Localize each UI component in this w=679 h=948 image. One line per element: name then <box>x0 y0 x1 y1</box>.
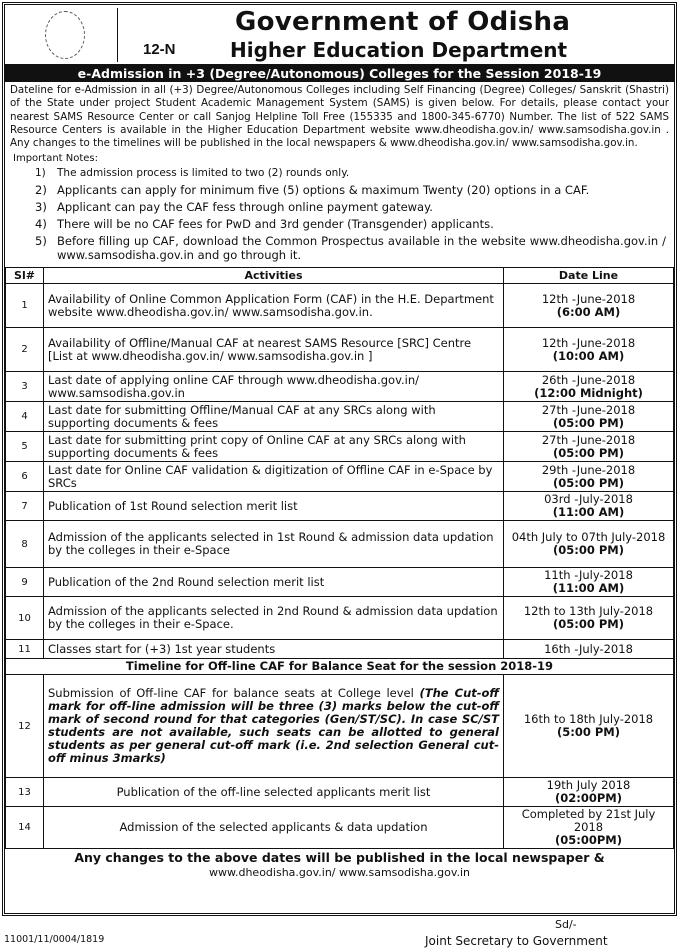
note-item <box>35 200 666 214</box>
time: (12:00 Midnight) <box>534 385 643 400</box>
date: 03rd -July-2018 <box>544 492 633 507</box>
date: 19th July 2018 <box>546 778 631 793</box>
note-text: The admission process is limited to two (2) rounds only. <box>57 167 350 180</box>
activity: Publication of the off-line selected applicants merit list <box>116 784 431 799</box>
table-row <box>6 284 674 328</box>
note-number: 3) <box>35 200 47 215</box>
note-text: Applicants can apply for minimum five (5) options & maximum Twenty (20) options in a CAF. <box>57 183 590 198</box>
col-activities: Activities <box>44 268 504 284</box>
table-row <box>6 462 674 492</box>
row-activity <box>44 807 504 849</box>
notes <box>5 152 674 267</box>
note-item <box>35 183 666 197</box>
date: 27th -June-2018 <box>541 402 636 417</box>
note-number: 1) <box>35 167 46 180</box>
row-number: 5 <box>6 432 44 462</box>
row-date <box>504 492 674 521</box>
row-date <box>504 432 674 462</box>
row-date <box>504 675 674 778</box>
table-row <box>6 432 674 462</box>
footer-line2: www.dheodisha.gov.in/ www.samsodisha.gov.in <box>209 866 470 880</box>
row-activity: Availability of Offline/Manual CAF at nearest SAMS Resource [SRC] Centre [List at www.dheodisha.gov.in/ www.samsodisha.gov.in ] <box>44 328 504 372</box>
section-title: Timeline for Off-line CAF for Balance Seat for the session 2018-19 <box>6 659 674 675</box>
note-item <box>35 166 666 180</box>
banner: e-Admission in +3 (Degree/Autonomous) Colleges for the Session 2018-19 <box>5 65 674 82</box>
time: (05:00 PM) <box>553 617 624 632</box>
time: (05:00 PM) <box>553 543 624 558</box>
table-row <box>6 640 674 659</box>
cutoff-note: (The Cut-off mark for off-line admission will be three (3) marks below the cut-off mark of second round for that categories (Gen/ST/SC). In case SC/ST students are not available, such seats can be allotted to general students as per general cut-off mark (i.e. 2nd selection General cut-off minus 3marks) <box>48 686 499 766</box>
row-number: 7 <box>6 492 44 521</box>
row-date <box>504 328 674 372</box>
schedule-table <box>5 267 674 849</box>
row-activity: Publication of the 2nd Round selection merit list <box>44 568 504 597</box>
table-row <box>6 492 674 521</box>
row-activity: Availability of Online Common Application Form (CAF) in the H.E. Department website www.dheodisha.gov.in/ www.samsodisha.gov.in. <box>44 284 504 328</box>
time: (11:00 AM) <box>552 581 625 596</box>
row-activity: Admission of the applicants selected in 1st Round & admission data updation by the colleges in their e-Space <box>44 521 504 568</box>
row-activity: Last date of applying online CAF through www.dheodisha.gov.in/ www.samsodisha.gov.in <box>44 372 504 402</box>
row-number: 10 <box>6 597 44 640</box>
row-number: 2 <box>6 328 44 372</box>
table-row <box>6 597 674 640</box>
section-header <box>6 659 674 675</box>
time: (05:00 PM) <box>553 475 624 490</box>
col-sl: Sl# <box>6 268 44 284</box>
time: (05:00 PM) <box>553 415 624 430</box>
row-number: 14 <box>6 807 44 849</box>
date: 16th to 18th July-2018 <box>523 712 654 727</box>
footer-note <box>5 849 674 881</box>
table-row <box>6 402 674 432</box>
reference-number: 11001/11/0004/1819 <box>4 934 105 945</box>
emblem-icon <box>13 8 118 62</box>
header <box>5 5 674 65</box>
time: (11:00 AM) <box>552 505 625 520</box>
note-number: 5) <box>35 234 47 249</box>
sd: Sd/- <box>555 918 577 931</box>
date: 11th -July-2018 <box>544 568 633 583</box>
row-number: 11 <box>6 640 44 659</box>
table-row <box>6 568 674 597</box>
activity: Admission of the selected applicants & data updation <box>119 820 428 835</box>
time: (6:00 AM) <box>556 304 621 319</box>
intro-text: Dateline for e-Admission in all (+3) Degree/Autonomous Colleges including Self Financing (Degree) Colleges/ Sanskrit (Shastri) of the State under project Student Academic Management System (SAMS) is given below. For details, please contact your nearest SAMS Resource Center or call Sanjog Helpline Toll Free (155335 and 1800-345-6770) Number. The list of 522 SAMS Resource Centers is available in the Higher Education Department website www.dheodisha.gov.in/ www.samsodisha.gov.in . Any changes to the timelines will be published in the local newspapers & www.dheodisha.gov.in/ www.samsodisha.gov.in. <box>10 84 669 150</box>
row-date <box>504 778 674 807</box>
date: 16th -July-2018 <box>544 641 633 656</box>
row-date <box>504 568 674 597</box>
row-number: 3 <box>6 372 44 402</box>
row-activity: Last date for submitting print copy of Online CAF at any SRCs along with supporting documents & fees <box>44 432 504 462</box>
date: Completed by 21st July 2018 <box>521 807 656 835</box>
ad-code: 12-N <box>143 41 176 58</box>
date: 12th to 13th July-2018 <box>523 604 654 619</box>
row-date <box>504 640 674 659</box>
department: Higher Education Department <box>230 38 568 62</box>
row-activity: Admission of the applicants selected in 2nd Round & admission data updation by the colleges in their e-Space. <box>44 597 504 640</box>
row-date <box>504 521 674 568</box>
row-number: 8 <box>6 521 44 568</box>
row-number: 4 <box>6 402 44 432</box>
row-activity: Last date for submitting Offline/Manual CAF at any SRCs along with supporting documents & fees <box>44 402 504 432</box>
row-date <box>504 597 674 640</box>
row-activity: Classes start for (+3) 1st year students <box>44 640 504 659</box>
col-date: Date Line <box>504 268 674 284</box>
row-number: 12 <box>6 675 44 778</box>
note-item <box>35 234 666 262</box>
row-date <box>504 807 674 849</box>
activity: Submission of Off-line CAF for balance seats at College level <box>48 686 414 701</box>
table-row <box>6 778 674 807</box>
date: 12th -June-2018 <box>541 335 636 350</box>
table-row <box>6 372 674 402</box>
row-date <box>504 402 674 432</box>
row-date <box>504 462 674 492</box>
date: 29th -June-2018 <box>541 462 636 477</box>
signoff <box>0 918 679 948</box>
date: 12th -June-2018 <box>541 291 636 306</box>
row-number: 1 <box>6 284 44 328</box>
note-number: 2) <box>35 183 47 198</box>
row-activity <box>44 778 504 807</box>
time: (05:00PM) <box>555 833 622 848</box>
table-row <box>6 675 674 778</box>
advertisement <box>2 2 677 916</box>
note-text: Applicant can pay the CAF fess through online payment gateway. <box>57 200 433 215</box>
time: (02:00PM) <box>555 791 622 806</box>
footer-line1: Any changes to the above dates will be published in the local newspaper & <box>74 850 605 866</box>
note-item <box>35 217 666 231</box>
time: (10:00 AM) <box>552 348 625 363</box>
row-date <box>504 372 674 402</box>
note-text: Before filling up CAF, download the Common Prospectus available in the website www.dheodisha.gov.in / www.samsodisha.gov.in and go through it. <box>57 234 666 263</box>
row-number: 9 <box>6 568 44 597</box>
table-row <box>6 521 674 568</box>
note-text: There will be no CAF fees for PwD and 3rd gender (Transgender) applicants. <box>57 217 494 232</box>
time: (5:00 PM) <box>557 725 620 740</box>
row-activity <box>44 675 504 778</box>
time: (05:00 PM) <box>553 445 624 460</box>
notes-title: Important Notes: <box>13 153 99 165</box>
table-row <box>6 807 674 849</box>
row-activity: Publication of 1st Round selection merit list <box>44 492 504 521</box>
designation: Joint Secretary to Government <box>425 934 608 948</box>
row-activity: Last date for Online CAF validation & digitization of Offline CAF in e-Space by SRCs <box>44 462 504 492</box>
row-date <box>504 284 674 328</box>
date: 04th July to 07th July-2018 <box>511 530 666 545</box>
table-row <box>6 328 674 372</box>
note-number: 4) <box>35 217 47 232</box>
row-number: 6 <box>6 462 44 492</box>
row-number: 13 <box>6 778 44 807</box>
title: Government of Odisha <box>235 7 571 37</box>
date: 27th -June-2018 <box>541 432 636 447</box>
date: 26th -June-2018 <box>541 372 636 387</box>
